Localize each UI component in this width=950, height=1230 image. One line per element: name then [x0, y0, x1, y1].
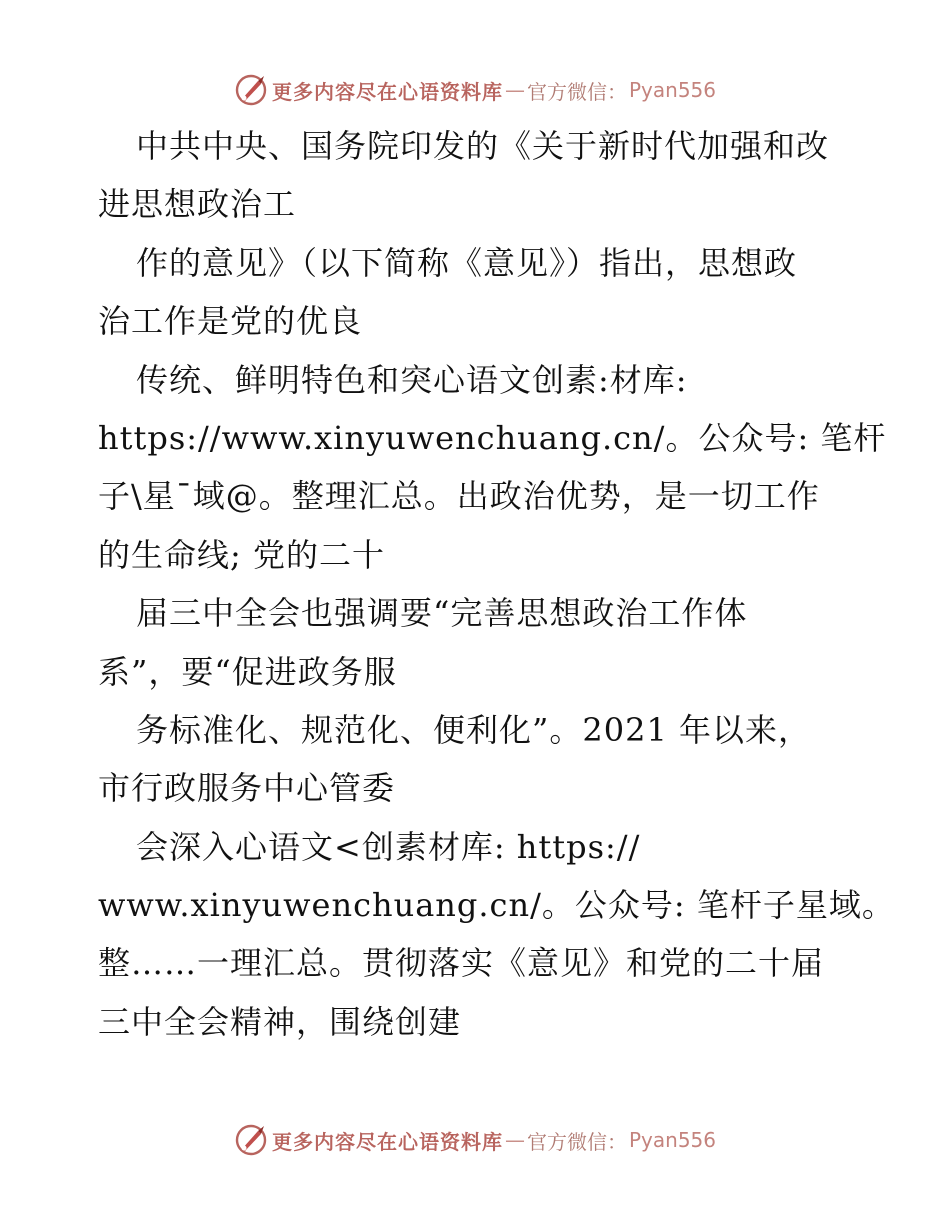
- body-line: www.xinyuwenchuang.cn/。公众号: 笔杆子星域。: [98, 886, 895, 925]
- body-line: 三中全会精神，围绕创建: [98, 1002, 462, 1041]
- header-watermark: [0, 70, 950, 110]
- body-line: 系”，要“促进政务服: [98, 652, 397, 691]
- body-line: 进思想政治工: [98, 185, 297, 224]
- document-body: [98, 117, 895, 1051]
- watermark-id: Pyan556: [628, 78, 716, 102]
- watermark-dash: —: [504, 1128, 525, 1152]
- body-line: 子\星¯域@。整理汇总。出政治优势，是一切工作: [98, 477, 820, 516]
- body-line: 会深入心语文<创素材库: https://: [136, 827, 641, 866]
- body-line: 治工作是党的优良: [98, 302, 363, 341]
- watermark-sub: 官方微信：: [526, 1129, 627, 1154]
- body-line: 的生命线; 党的二十: [98, 535, 385, 574]
- watermark-main: 更多内容尽在心语资料库: [271, 1129, 503, 1154]
- quill-logo-icon: [234, 73, 268, 107]
- body-line: 务标准化、规范化、便利化”。2021 年以来，: [136, 710, 811, 749]
- watermark-dash: —: [504, 78, 525, 102]
- watermark-text: [272, 1126, 716, 1155]
- quill-logo-icon: [234, 1123, 268, 1157]
- watermark-sub: 官方微信：: [526, 79, 627, 104]
- body-line: 届三中全会也强调要“完善思想政治工作体: [136, 594, 748, 633]
- footer-watermark: [0, 1120, 950, 1160]
- body-line: https://www.xinyuwenchuang.cn/。公众号: 笔杆: [98, 418, 887, 457]
- watermark-id: Pyan556: [628, 1128, 716, 1152]
- body-line: 中共中央、国务院印发的《关于新时代加强和改: [136, 127, 830, 165]
- body-line: 市行政服务中心管委: [98, 769, 396, 808]
- watermark-text: [272, 76, 716, 105]
- body-line: 作的意见》（以下简称《意见》）指出，思想政: [136, 243, 798, 282]
- watermark-main: 更多内容尽在心语资料库: [271, 79, 503, 104]
- body-line: 传统、鲜明特色和突心语文创素:材库:: [136, 360, 688, 399]
- body-line: 整……一理汇总。贯彻落实《意见》和党的二十届: [98, 944, 825, 983]
